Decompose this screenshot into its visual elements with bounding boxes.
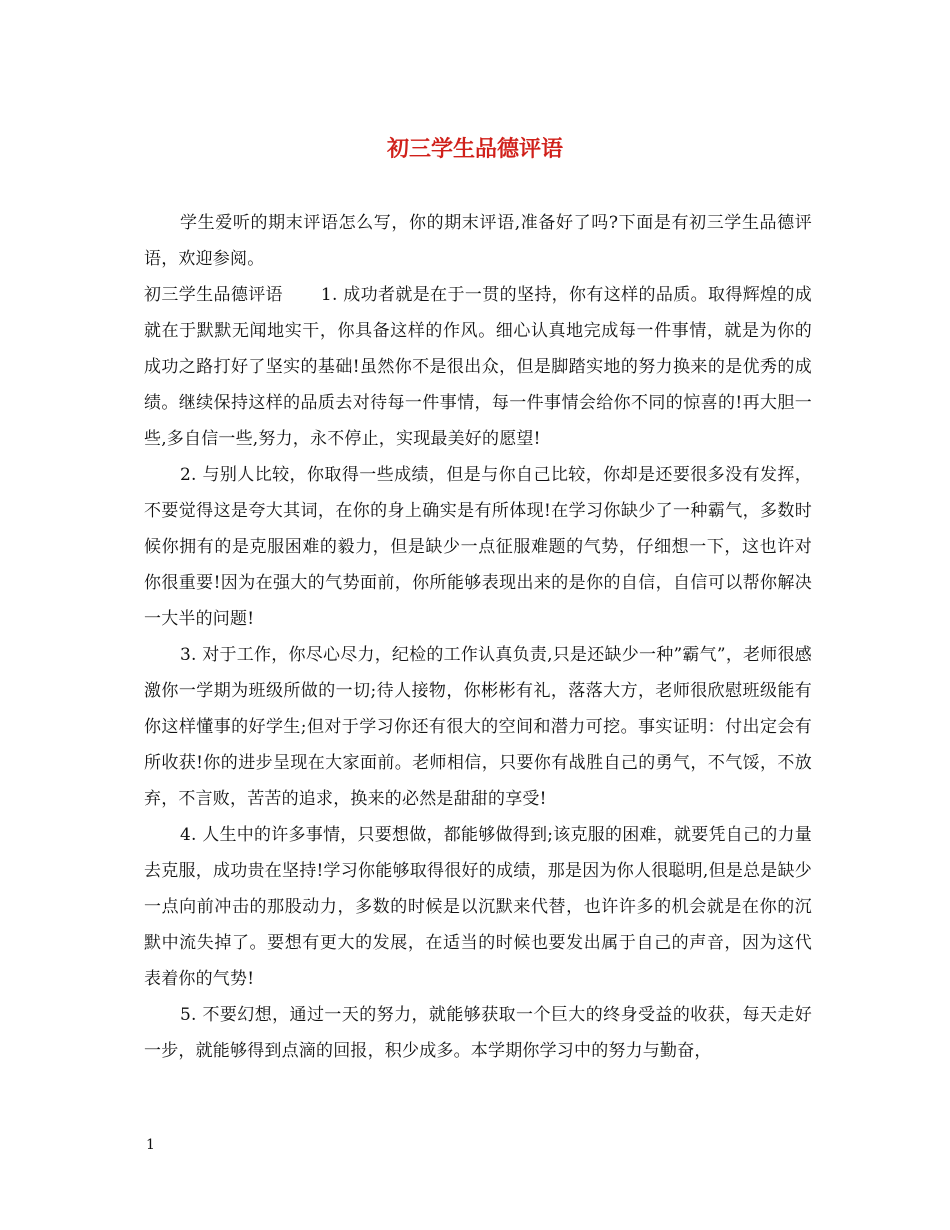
paragraph-item-3: 3. 对于工作，你尽心尽力，纪检的工作认真负责,只是还缺少一种”霸气”，老师很感激你一学期为班级所做的一切;待人接物，你彬彬有礼，落落大方，老师很欣慰班级能有你这样懂事的好学生;但对于学习你还有很大的空间和潜力可挖。事实证明：付出定会有所收获!你的进步呈现在大家面前。老师相信，只要你有战胜自己的勇气，不气馁，不放弃，不言败，苦苦的追求，换来的必然是甜甜的享受! [144, 645, 812, 809]
intro-paragraph: 学生爱听的期末评语怎么写，你的期末评语,准备好了吗?下面是有初三学生品德评语，欢迎参阅。 [144, 213, 812, 269]
page-title: 初三学生品德评语 [386, 136, 563, 162]
section-heading: 初三学生品德评语 [144, 285, 283, 305]
paragraph-item-5: 5. 不要幻想，通过一天的努力，就能够获取一个巨大的终身受益的收获，每天走好一步，就能够得到点滴的回报，积少成多。本学期你学习中的努力与勤奋， [144, 1005, 812, 1061]
page-number: 1 [146, 1137, 155, 1153]
document-body [144, 205, 812, 1069]
paragraph-item-1 [144, 277, 812, 457]
paragraph-item-2: 2. 与别人比较，你取得一些成绩，但是与你自己比较，你却是还要很多没有发挥，不要觉得这是夸大其词，在你的身上确实是有所体现!在学习你缺少了一种霸气，多数时候你拥有的是克服困难的毅力，但是缺少一点征服难题的气势，仔细想一下，这也许对你很重要!因为在强大的气势面前，你所能够表现出来的是你的自信，自信可以帮你解决一大半的问题! [144, 465, 812, 629]
item-1-text: 1. 成功者就是在于一贯的坚持，你有这样的品质。取得辉煌的成就在于默默无闻地实干，你具备这样的作风。细心认真地完成每一件事情，就是为你的成功之路打好了坚实的基础!虽然你不是很出众，但是脚踏实地的努力换来的是优秀的成绩。继续保持这样的品质去对待每一件事情，每一件事情会给你不同的惊喜的!再大胆一些,多自信一些,努力，永不停止，实现最美好的愿望! [144, 285, 812, 449]
paragraph-item-4: 4. 人生中的许多事情，只要想做，都能够做得到;该克服的困难，就要凭自己的力量去克服，成功贵在坚持!学习你能够取得很好的成绩，那是因为你人很聪明,但是总是缺少一点向前冲击的那股动力，多数的时候是以沉默来代替，也许许多的机会就是在你的沉默中流失掉了。要想有更大的发展，在适当的时候也要发出属于自己的声音，因为这代表着你的气势! [144, 825, 812, 989]
